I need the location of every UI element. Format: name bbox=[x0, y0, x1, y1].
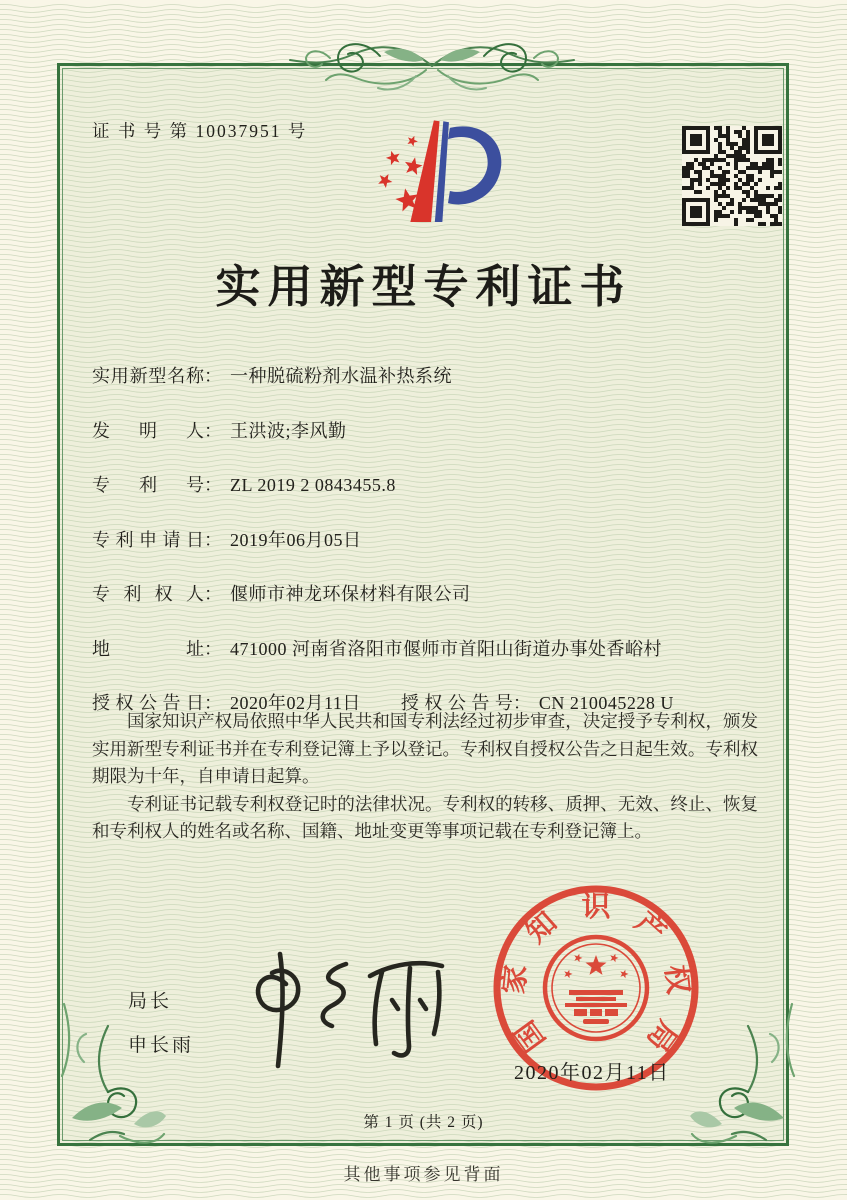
svg-text:国: 国 bbox=[508, 1014, 552, 1057]
notice-paragraph-2: 专利证书记载专利权登记时的法律状况。专利权的转移、质押、无效、终止、恢复和专利权人的姓名或名称、国籍、地址变更等事项记载在专利登记簿上。 bbox=[92, 793, 758, 841]
cnipa-logo bbox=[352, 110, 512, 238]
field-value-filing-date: 2019年06月05日 bbox=[230, 529, 362, 550]
field-label: 地址 bbox=[92, 638, 204, 659]
grant-date-group: 授权公告日 ： 2020年02月11日 bbox=[92, 689, 361, 715]
certificate-title: 实用新型专利证书 bbox=[215, 262, 632, 312]
legal-notice bbox=[92, 708, 758, 846]
qr-code bbox=[682, 126, 782, 226]
field-value-inventors: 王洪波;李风勤 bbox=[230, 420, 347, 441]
field-label: 专利号 bbox=[92, 475, 204, 495]
svg-text:局: 局 bbox=[640, 1014, 684, 1057]
field-value-utility-model-name: 一种脱硫粉剂水温补热系统 bbox=[230, 366, 452, 386]
field-row-filing-date: 专利申请日 ： 2019年06月05日 bbox=[92, 526, 760, 552]
svg-text:识: 识 bbox=[581, 891, 611, 923]
field-row-patent-no: 专利号 ： ZL 2019 2 0843455.8 bbox=[92, 471, 760, 497]
field-label: 授权公告日 bbox=[92, 693, 204, 713]
field-value-grant-date: 2020年02月11日 bbox=[230, 693, 361, 713]
svg-text:家: 家 bbox=[498, 963, 533, 996]
svg-text:权: 权 bbox=[659, 963, 694, 996]
field-label: 发明人 bbox=[92, 420, 204, 441]
commissioner-block bbox=[128, 980, 194, 1068]
certificate-number: 证 书 号 第 10037951 号 bbox=[92, 121, 308, 141]
notice-paragraph-1: 国家知识产权局依照中华人民共和国专利法经过初步审查，决定授予专利权，颁发实用新型专利证书并在专利登记簿上予以登记。专利权自授权公告之日起生效。专利权期限为十年，自申请日起算。 bbox=[92, 711, 758, 786]
field-value-patentee: 偃师市神龙环保材料有限公司 bbox=[230, 584, 471, 604]
field-label: 专利权人 bbox=[92, 584, 204, 604]
grant-number-group: 授权公告号 ： CN 210045228 U bbox=[401, 689, 674, 715]
commissioner-name: 申长雨 bbox=[128, 1035, 195, 1056]
field-label: 专利申请日 bbox=[92, 529, 204, 550]
emblem-stars bbox=[564, 954, 628, 979]
page-number: 第 1 页 (共 2 页) bbox=[363, 1114, 484, 1131]
field-label: 授权公告号 bbox=[400, 693, 513, 713]
svg-text:产: 产 bbox=[628, 906, 672, 950]
field-value-address: 471000 河南省洛阳市偃师市首阳山街道办事处香峪村 bbox=[230, 638, 662, 659]
field-value-grant-number: CN 210045228 U bbox=[538, 693, 674, 713]
seal-national-emblem bbox=[545, 937, 647, 1039]
field-value-patent-number: ZL 2019 2 0843455.8 bbox=[230, 475, 396, 495]
field-row-address: 地址 ： 471000 河南省洛阳市偃师市首阳山街道办事处香峪村 bbox=[92, 635, 760, 661]
commissioner-signature bbox=[222, 948, 457, 1073]
back-side-note: 其他事项参见背面 bbox=[343, 1165, 504, 1184]
seal-date: 2020年02月11日 bbox=[514, 1062, 670, 1084]
field-row-name: 实用新型名称 ： 一种脱硫粉剂水温补热系统 bbox=[92, 362, 760, 388]
field-row-inventor: 发明人 ： 王洪波;李风勤 bbox=[92, 417, 760, 443]
svg-text:知: 知 bbox=[520, 906, 564, 950]
logo-p-bowl bbox=[448, 126, 501, 204]
commissioner-title: 局长 bbox=[128, 991, 173, 1012]
fields-block bbox=[92, 362, 760, 744]
field-row-patentee: 专利权人 ： 偃师市神龙环保材料有限公司 bbox=[92, 580, 760, 606]
field-label: 实用新型名称 bbox=[92, 366, 204, 386]
